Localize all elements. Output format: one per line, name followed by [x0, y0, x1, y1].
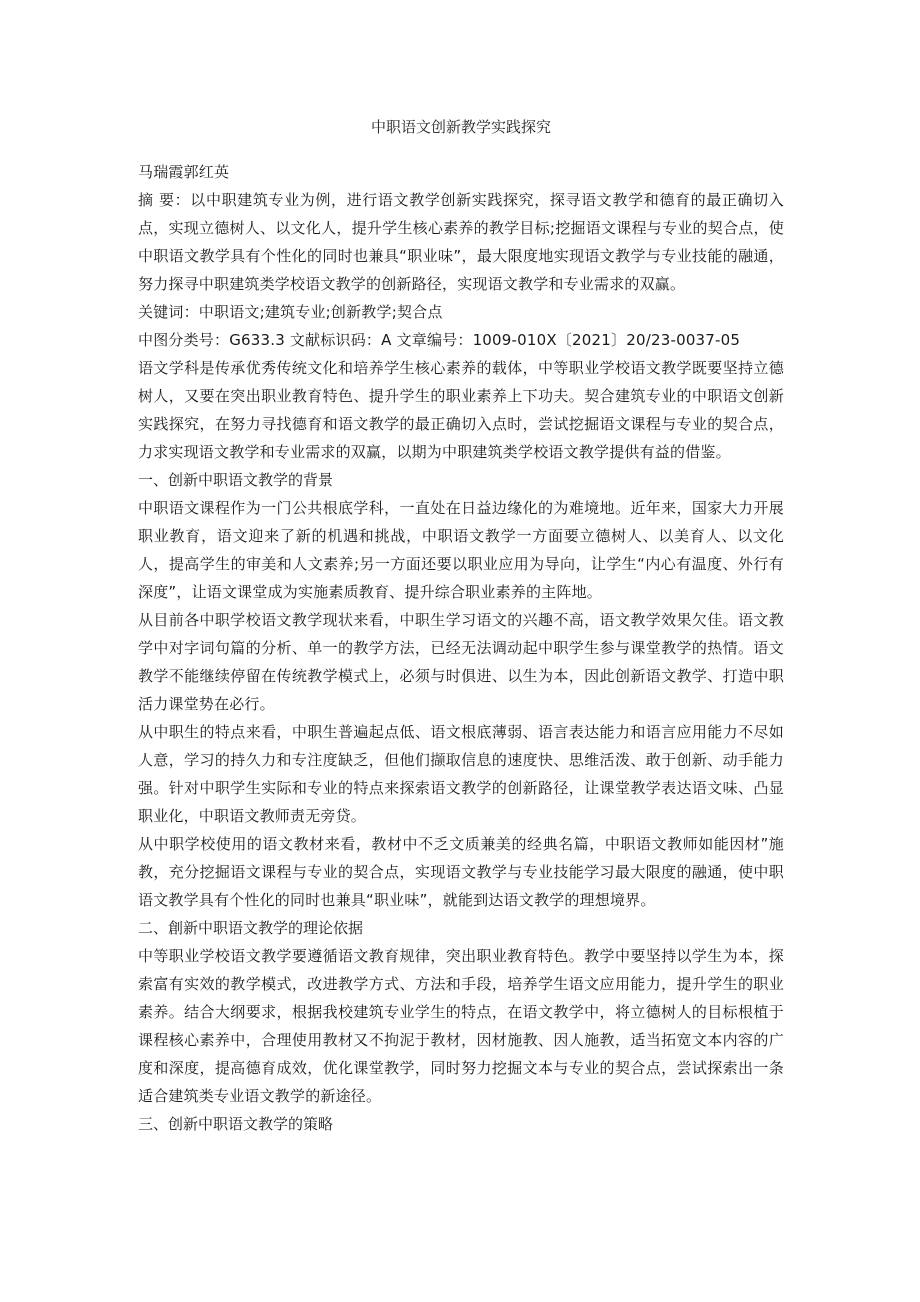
intro-paragraph: 语文学科是传承优秀传统文化和培养学生核心素养的载体，中等职业学校语文教学既要坚持立德树人，又要在突出职业教育特色、提升学生的职业素养上下功夫。契合建筑专业的中职语文创新实践探究，在努力寻找德育和语文教学的最正确切入点时，尝试挖掘语文课程与专业的契合点，力求实现语文教学和专业需求的双赢，以期为中职建筑类学校语文教学提供有益的借鉴。	[138, 359, 784, 461]
document-title: 中职语文创新教学实践探究	[370, 118, 551, 136]
body-paragraph: 中职语文课程作为一门公共根底学科，一直处在日益边缘化的为难境地。近年来，国家大力开展职业教育，语文迎来了新的机遇和挑战，中职语文教学一方面要立德树人、以美育人、以文化人，提高学生的审美和人文素养;另一方面还要以职业应用为导向，让学生“内心有温度、外行有深度”，让语文课堂成为实施素质教育、提升综合职业素养的主阵地。	[138, 499, 784, 601]
body-paragraph: 从中职学校使用的语文教材来看，教材中不乏文质兼美的经典名篇，中职语文教师如能因材”施教，充分挖掘语文课程与专业的契合点，实现语文教学与专业技能学习最大限度的融通，使中职语文教学具有个性化的同时也兼具“职业味”，就能到达语文教学的理想境界。	[138, 835, 784, 909]
body-paragraph: 从中职生的特点来看，中职生普遍起点低、语文根底薄弱、语言表达能力和语言应用能力不尽如人意，学习的持久力和专注度缺乏，但他们撷取信息的速度快、思维活泼、敢于创新、动手能力强。针对中职学生实际和专业的特点来探索语文教学的创新路径，让课堂教学表达语文味、凸显职业化，中职语文教师责无旁贷。	[138, 723, 784, 825]
section-heading-theory: 二、創新中职语文教学的理论依据	[138, 919, 364, 937]
abstract-paragraph: 摘 要：以中职建筑专业为例，进行语文教学创新实践探究，探寻语文教学和德育的最正确切入点，实现立德树人、以文化人，提升学生核心素养的教学目标;挖掘语文课程与专业的契合点，使中职语文教学具有个性化的同时也兼具“职业味”，最大限度地实现语文教学与专业技能的融通，努力探寻中职建筑类学校语文教学的创新路径，实现语文教学和专业需求的双赢。	[138, 191, 784, 293]
body-paragraph: 从目前各中职学校语文教学现状来看，中职生学习语文的兴趣不高，语文教学效果欠佳。语文教学中对字词句篇的分析、单一的教学方法，已经无法调动起中职学生参与课堂教学的热情。语文教学不能继续停留在传统教学模式上，必须与时俱进、以生为本，因此创新语文教学、打造中职活力课堂势在必行。	[138, 611, 784, 713]
author-line: 马瑞霞郭红英	[138, 163, 230, 181]
classification-line: 中图分类号：G633.3 文献标识码：A 文章编号：1009-010X〔2021〕20/23-0037-05	[138, 331, 741, 349]
section-heading-background: 一、创新中职语文教学的背景	[138, 471, 334, 489]
section-heading-strategy: 三、创新中职语文教学的策略	[138, 1115, 334, 1133]
document-page	[138, 112, 784, 1138]
keywords-line: 关键词：中职语文;建筑专业;创新教学;契合点	[138, 303, 443, 321]
body-paragraph: 中等职业学校语文教学要遵循语文教育规律，突出职业教育特色。教学中要坚持以学生为本，探索富有实效的教学模式，改进教学方式、方法和手段，培养学生语文应用能力，提升学生的职业素养。结合大纲要求，根据我校建筑专业学生的特点，在语文教学中，将立德树人的目标根植于课程核心素养中，合理使用教材又不拘泥于教材，因材施教、因人施教，适当拓宽文本内容的广度和深度，提高德育成效，优化课堂教学，同时努力挖掘文本与专业的契合点，尝试探索出一条适合建筑类专业语文教学的新途径。	[138, 947, 784, 1105]
